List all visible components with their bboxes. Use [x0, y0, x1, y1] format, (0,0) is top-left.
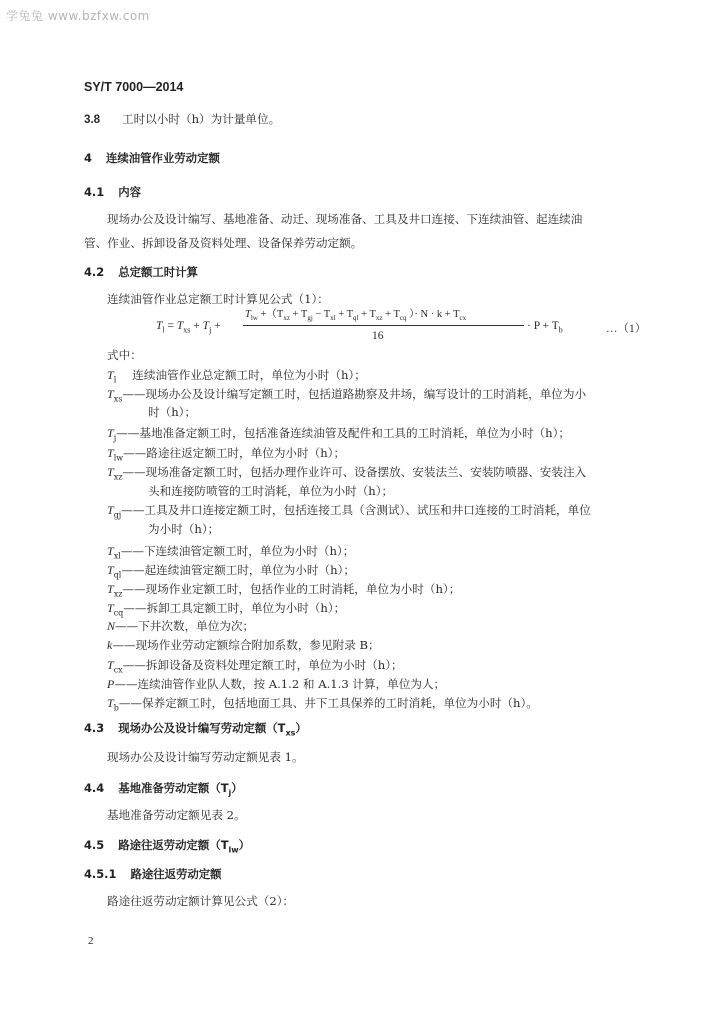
definition-text: ——基地准备定额工时，包括准备连续油管及配件和工具的工时消耗，单位为小时（h）； — [116, 426, 570, 440]
definition-row — [107, 563, 355, 582]
where-label: 式中： — [107, 348, 142, 362]
definition-symbol: N — [107, 619, 116, 633]
definition-row — [107, 658, 403, 677]
section-number: 4.5.1 — [84, 867, 117, 881]
definition-row — [107, 387, 586, 406]
definition-symbol: P — [107, 677, 115, 691]
definition-symbol: $T_{cq}$ — [107, 601, 124, 618]
section-4-5-heading — [84, 837, 250, 854]
definition-text: 为小时（h）； — [148, 522, 220, 536]
section-number: 4.3 — [84, 721, 105, 735]
definition-symbol: $T_{gj}$ — [107, 503, 122, 520]
definition-row — [107, 696, 538, 715]
section-number: 3.8 — [84, 113, 101, 126]
definition-row — [107, 544, 354, 563]
formula-1-numerator: $T_{lw} +(T_{xz} + T_{gj} - T_{xl} + T_{ql} + T_{xz} + T_{cq}$ ）· $N \cdot k + T_{cx}$ — [245, 309, 467, 323]
definition-symbol: $T_b$ — [107, 696, 119, 713]
definition-row — [107, 484, 393, 498]
definition-row — [107, 619, 254, 633]
standard-code: SY/T 7000—2014 — [84, 80, 184, 94]
definition-symbol: $T_{cx}$ — [107, 658, 123, 675]
definition-symbol: $T_{xz}$ — [107, 582, 123, 599]
definition-text: ——现场作业定额工时，包括作业的工时消耗，单位为小时（h）； — [122, 582, 461, 596]
section-title: 现场办公及设计编写劳动定额$(T_{xs})$ — [118, 721, 307, 738]
section-title: 连续油管作业劳动定额 — [105, 151, 220, 165]
paragraph-line: 管、作业、拆卸设备及资料处理、设备保养劳动定额。 — [84, 236, 363, 250]
definition-text: ——现场准备定额工时，包括办理作业许可、设备摆放、安装法兰、安装防喷器、安装注入 — [122, 465, 587, 479]
page-number: 2 — [88, 935, 94, 947]
paragraph-line: 基地准备劳动定额见表 2。 — [107, 808, 246, 822]
section-4-5-1-heading — [84, 866, 222, 882]
section-number: 4 — [84, 151, 92, 165]
definition-text: ——路途往返定额工时，单位为小时（h）； — [123, 446, 346, 460]
definition-symbol: k — [107, 638, 113, 652]
section-3-8 — [84, 112, 280, 127]
definition-text: 时（h）； — [148, 405, 197, 419]
definition-text: ——现场办公及设计编写定额工时，包括道路勘察及井场，编写设计的工时消耗，单位为小 — [122, 387, 587, 401]
formula-1-tail: · $P + T_b$ — [527, 320, 563, 335]
definition-text: ——起连续油管定额工时，单位为小时（h）； — [121, 563, 355, 577]
paragraph-line: 现场办公及设计编写、基地准备、动迁、现场准备、工具及井口连接、下连续油管、起连续油 — [107, 212, 583, 226]
definition-text: ——拆卸设备及资料处理定额工时，单位为小时（h）； — [122, 658, 403, 672]
definition-row — [107, 368, 366, 387]
definition-symbol: $T_j$ — [107, 426, 117, 443]
definition-row — [107, 405, 196, 419]
paragraph-line: 现场办公及设计编写劳动定额见表 1。 — [107, 750, 304, 764]
section-title: 基地准备劳动定额$(T_j)$ — [118, 781, 243, 798]
definition-row — [107, 503, 591, 522]
paragraph-line: 路途往返劳动定额计算见公式（2）： — [107, 894, 295, 908]
definition-row — [107, 522, 219, 536]
section-number: 4.4 — [84, 781, 105, 795]
definition-text: ——保养定额工时，包括地面工具、井下工具保养的工时消耗，单位为小时（h）。 — [118, 696, 538, 710]
section-4-heading — [84, 150, 220, 166]
definition-row — [107, 638, 380, 652]
section-number: 4.2 — [84, 265, 105, 279]
section-4-1-heading — [84, 184, 141, 200]
watermark: 学兔兔 www.bzfxw.com — [6, 9, 150, 23]
section-number: 4.5 — [84, 838, 105, 852]
definition-text: ——连续油管作业队人数，按 A.1.2 和 A.1.3 计算，单位为人； — [114, 677, 446, 691]
definition-text: ——下井次数，单位为次； — [115, 619, 255, 633]
definition-row — [107, 601, 345, 620]
section-title: 内容 — [118, 185, 141, 199]
definition-text: 头和连接防喷管的工时消耗，单位为小时（h）； — [148, 484, 394, 498]
section-number: 4.1 — [84, 185, 105, 199]
definition-row — [107, 582, 460, 601]
formula-intro: 连续油管作业总定额工时计算见公式（1）： — [107, 292, 329, 306]
definition-symbol: $T_l$ — [107, 368, 117, 385]
definition-symbol: $T_{ql}$ — [107, 563, 122, 580]
section-title: 路途往返劳动定额$(T_{lw})$ — [118, 838, 251, 855]
section-4-3-heading — [84, 720, 307, 737]
section-4-2-heading — [84, 264, 198, 280]
section-title: 总定额工时计算 — [118, 265, 198, 279]
definition-row — [107, 426, 570, 445]
section-title: 路途往返劳动定额 — [130, 867, 222, 881]
definition-symbol: $T_{xl}$ — [107, 544, 121, 561]
definition-symbol: $T_{lw}$ — [107, 446, 124, 463]
formula-1-number: …（1） — [606, 323, 647, 335]
definition-symbol: $T_{xs}$ — [107, 387, 123, 404]
definition-text: 连续油管作业总定额工时，单位为小时（h）； — [132, 368, 366, 382]
definition-row — [107, 677, 445, 691]
definition-text: ——工具及井口连接定额工时，包括连接工具（含测试）、试压和井口连接的工时消耗，单位 — [121, 503, 591, 517]
formula-1-lhs: $T_l = T_{xs} + T_j$ + — [156, 320, 221, 335]
definition-text: ——拆卸工具定额工时，单位为小时（h）； — [123, 601, 346, 615]
definition-row — [107, 465, 586, 484]
definition-text: ——现场作业劳动定额综合附加系数，参见附录 B； — [112, 638, 380, 652]
formula-1-denominator: 16 — [372, 330, 384, 342]
fraction-bar — [243, 325, 524, 326]
section-text: 工时以小时（h）为计量单位。 — [122, 112, 281, 126]
definition-symbol: $T_{xz}$ — [107, 465, 123, 482]
section-4-4-heading — [84, 780, 243, 797]
definition-row — [107, 446, 345, 465]
definition-text: ——下连续油管定额工时，单位为小时（h）； — [120, 544, 355, 558]
